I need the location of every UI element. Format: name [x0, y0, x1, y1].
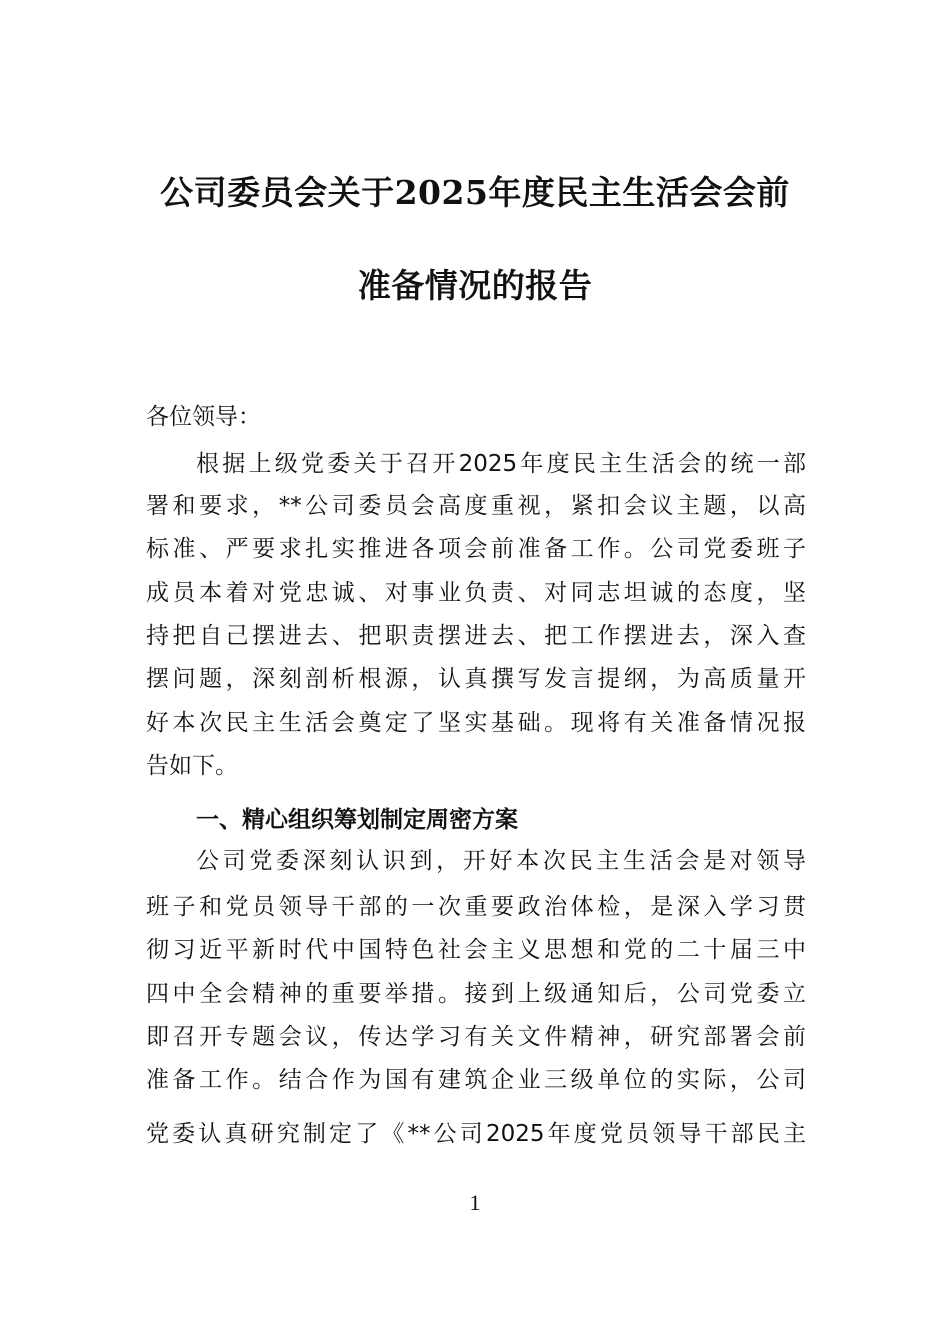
paragraph-line: 告如下。	[146, 753, 238, 779]
paragraph-line: 四中全会精神的重要举措。接到上级通知后，公司党委立	[146, 981, 806, 1007]
paragraph-line: 彻习近平新时代中国特色社会主义思想和党的二十届三中	[146, 937, 806, 963]
paragraph-line: 标准、严要求扎实推进各项会前准备工作。公司党委班子	[146, 536, 806, 562]
paragraph-line: 准备工作。结合作为国有建筑企业三级单位的实际，公司	[146, 1067, 806, 1093]
paragraph-line: 摆问题，深刻剖析根源，认真撰写发言提纲，为高质量开	[146, 666, 806, 692]
paragraph-line: 公司党委深刻认识到，开好本次民主生活会是对领导	[196, 848, 806, 874]
paragraph-line: 根据上级党委关于召开2025年度民主生活会的统一部	[196, 451, 806, 477]
salutation: 各位领导：	[146, 404, 261, 430]
paragraph-line: 党委认真研究制定了《**公司2025年度党员领导干部民主	[146, 1121, 806, 1147]
page-number: 1	[469, 1190, 481, 1215]
paragraph-line: 班子和党员领导干部的一次重要政治体检，是深入学习贯	[146, 894, 806, 920]
paragraph-line: 持把自己摆进去、把职责摆进去、把工作摆进去，深入查	[146, 623, 806, 649]
paragraph-line: 好本次民主生活会奠定了坚实基础。现将有关准备情况报	[146, 710, 806, 736]
document-title-line-1: 公司委员会关于2025年度民主生活会会前	[160, 173, 790, 212]
paragraph-line: 成员本着对党忠诚、对事业负责、对同志坦诚的态度，坚	[146, 580, 806, 606]
paragraph-line: 署和要求，**公司委员会高度重视，紧扣会议主题，以高	[146, 493, 806, 519]
paragraph-line: 即召开专题会议，传达学习有关文件精神，研究部署会前	[146, 1024, 806, 1050]
section-heading: 一、精心组织筹划制定周密方案	[196, 807, 518, 833]
document-title-line-2: 准备情况的报告	[357, 266, 593, 305]
